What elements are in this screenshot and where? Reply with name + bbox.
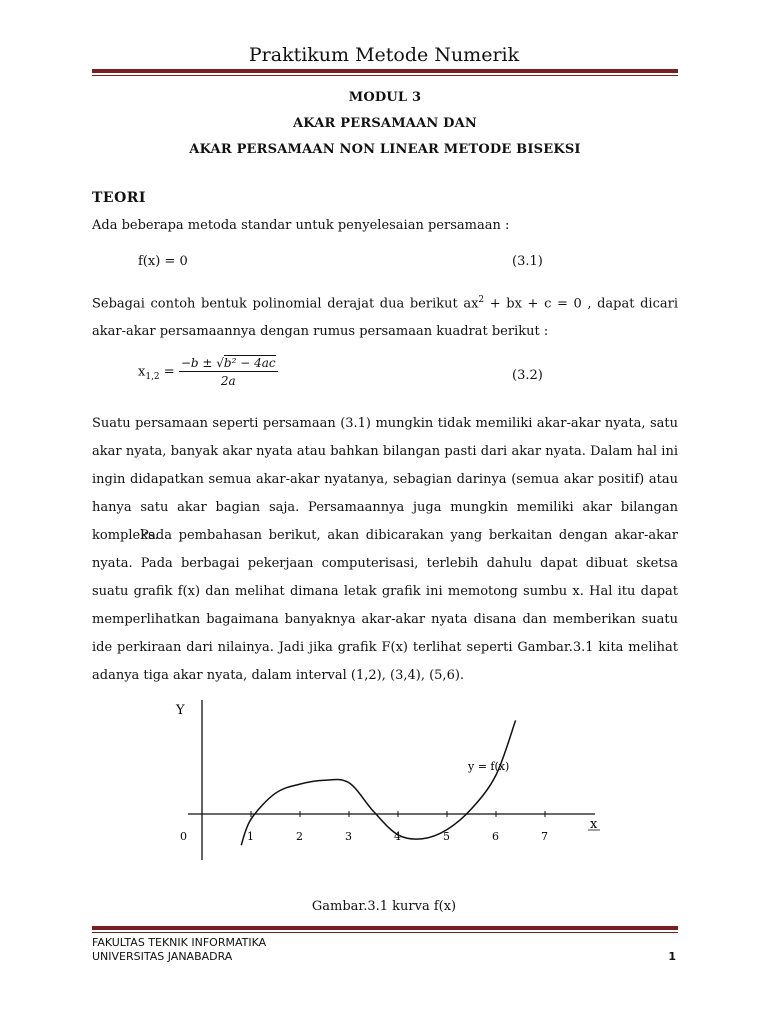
section-heading: TEORI: [92, 190, 146, 206]
figure-curve-fx: [160, 690, 620, 880]
eq2-radicand: b² − 4ac: [223, 356, 276, 370]
footer-rule-thick: [92, 926, 678, 930]
header-rule-thin: [92, 75, 678, 76]
eq2-fraction: [179, 356, 278, 388]
header-rule-thick: [92, 69, 678, 73]
x-axis-label: x: [590, 817, 598, 832]
example-superscript: 2: [478, 295, 485, 305]
example-paragraph: [92, 286, 678, 346]
module-title-line2: AKAR PERSAMAAN NON LINEAR METODE BISEKSI: [189, 142, 581, 157]
y-axis-label: Y: [176, 703, 185, 718]
x-tick-label-1: 1: [247, 830, 254, 843]
footer-university: UNIVERSITAS JANABADRA: [92, 950, 233, 963]
x-tick-label-5: 5: [443, 830, 450, 843]
intro-text: Ada beberapa metoda standar untuk penyelesaian persamaan :: [92, 218, 510, 233]
eq2-numerator: [179, 356, 278, 372]
curve-label: y = f(x): [468, 760, 510, 773]
x-tick-label-7: 7: [541, 830, 548, 843]
equation-3-1: f(x) = 0: [138, 254, 188, 269]
x-tick-labels: [180, 811, 548, 843]
sqrt-sign-icon: √: [216, 356, 224, 370]
page-number: 1: [668, 950, 676, 963]
paragraph-graph: [92, 522, 678, 690]
paragraph-graph-text: Pada pembahasan berikut, akan dibicarakan yang berkaitan dengan akar-akar nyata. Pada berbagai pekerjaan computerisasi, terlebih dahulu dapat dibuat sketsa suatu grafik f(x) dan melihat dimana letak grafik ini memotong sumbu x. Hal itu dapat memperlihatkan bagaimana banyaknya akar-akar nyata disana dan memberikan suatu ide perkiraan dari nilainya. Jadi jika grafik F(x) terlihat seperti Gambar.3.1 kita melihat adanya tiga akar nyata, dalam interval (1,2), (3,4), (5,6).: [92, 528, 678, 683]
equation-3-2: [138, 356, 278, 388]
x-tick-label-0: 0: [180, 830, 187, 843]
example-text-a: Sebagai contoh bentuk polinomial derajat dua berikut ax: [92, 296, 479, 312]
eq2-denominator: 2a: [220, 374, 236, 388]
x-tick-label-2: 2: [296, 830, 303, 843]
eq2-equals: =: [159, 364, 179, 380]
figure-caption: Gambar.3.1 kurva f(x): [311, 899, 457, 914]
module-number: MODUL 3: [348, 90, 422, 105]
equation-3-2-number: (3.2): [512, 368, 543, 383]
paragraph-roots-text: Suatu persamaan seperti persamaan (3.1) mungkin tidak memiliki akar-akar nyata, satu akar nyata, banyak akar nyata atau bahkan bilangan pasti dari akar nyata. Dalam hal ini ingin didapatkan semua akar-akar nyatanya, sebagian darinya (semua akar positif) atau hanya satu akar bagian saja. Persamaannya juga mungkin memiliki akar bilangan kompleks.: [92, 416, 678, 543]
module-title-line1: AKAR PERSAMAAN DAN: [292, 116, 478, 131]
x-tick-label-4: 4: [394, 830, 401, 843]
eq2-subscript: 1,2: [145, 372, 160, 383]
intro-paragraph: [92, 212, 678, 240]
eq2-numerator-a: −b ±: [180, 356, 217, 370]
eq2-lhs: x: [138, 364, 146, 380]
example-text-b: + bx + c = 0 , dapat dicari akar-akar persamaannya dengan rumus persamaan kuadrat berikut :: [92, 296, 678, 340]
equation-3-1-number: (3.1): [512, 254, 543, 269]
x-tick-label-3: 3: [345, 830, 352, 843]
footer-faculty: FAKULTAS TEKNIK INFORMATIKA: [92, 936, 267, 949]
footer-rule-thin: [92, 932, 678, 933]
series-line-fx: [241, 720, 515, 845]
page-header-title: Praktikum Metode Numerik: [248, 44, 520, 66]
x-tick-label-6: 6: [492, 830, 499, 843]
